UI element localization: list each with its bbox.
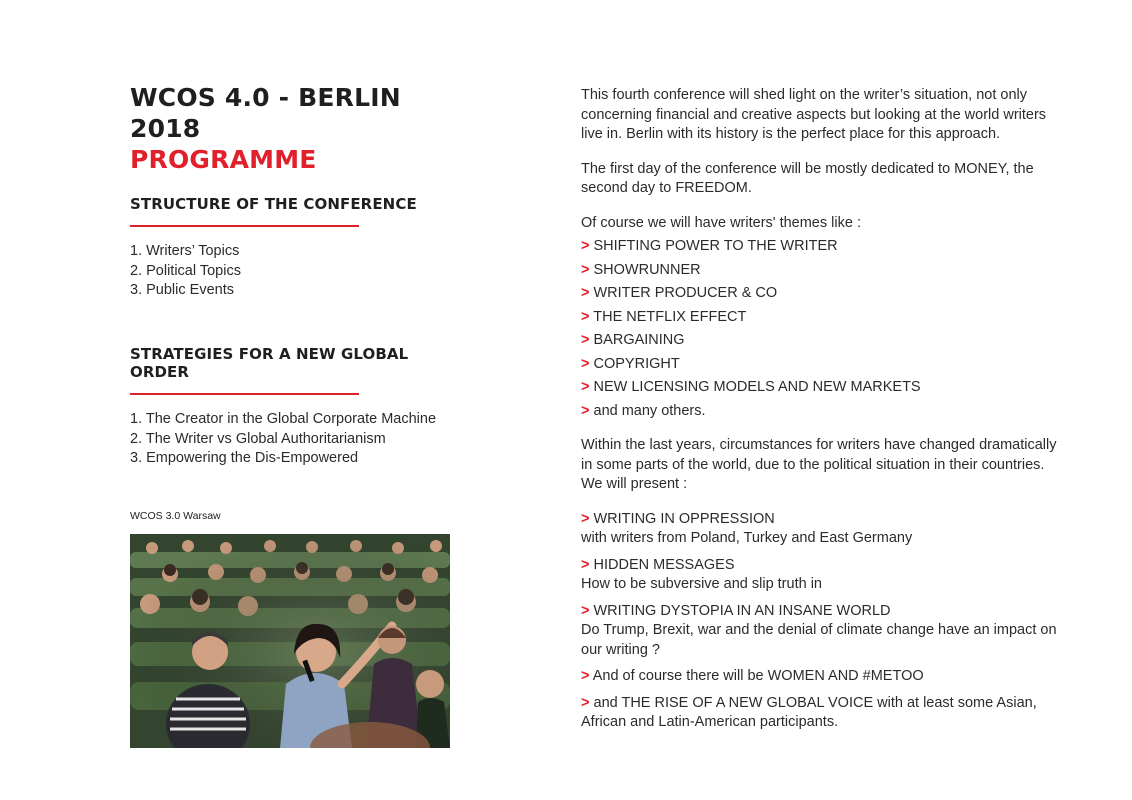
- structure-section: [130, 195, 470, 301]
- arrow-icon: >: [581, 379, 590, 395]
- arrow-icon: >: [581, 402, 590, 419]
- circumstances-paragraph: Within the last years, circumstances for writers have changed dramatically in some parts of the world, due to the political situation in their countries. We will present :: [581, 437, 1057, 492]
- strategies-section: [130, 345, 470, 469]
- strategies-rule: [130, 393, 359, 395]
- list-item: > COPYRIGHT: [581, 355, 680, 372]
- arrow-icon: >: [581, 668, 590, 684]
- list-item: 2. Political Topics: [130, 262, 241, 279]
- intro-paragraph: This fourth conference will shed light on the writer’s situation, not only concerning financial and creative aspects but looking at the world writers live in. Berlin with its history is the perfect place for this approach.: [581, 87, 1047, 142]
- list-item: > BARGAINING: [581, 332, 685, 348]
- list-item: > SHIFTING POWER TO THE WRITER: [581, 238, 838, 254]
- arrow-icon: >: [581, 308, 590, 325]
- list-item: 1. Writers’ Topics: [130, 243, 240, 259]
- strategies-list: [130, 410, 470, 469]
- arrow-icon: >: [581, 261, 590, 278]
- page-subtitle: PROGRAMME: [130, 145, 317, 174]
- arrow-icon: >: [581, 238, 590, 254]
- list-item: > SHOWRUNNER: [581, 261, 701, 278]
- list-item: > WRITER PRODUCER & CO: [581, 285, 778, 301]
- list-item: > NEW LICENSING MODELS AND NEW MARKETS: [581, 379, 921, 395]
- arrow-icon: >: [581, 355, 590, 372]
- list-item: > and many others.: [581, 402, 706, 419]
- conference-photo: [130, 534, 450, 748]
- list-item: > WRITING IN OPPRESSION with writers from Poland, Turkey and East Germany: [581, 510, 913, 546]
- list-item: 3. Empowering the Dis-Empowered: [130, 450, 359, 466]
- arrow-icon: >: [581, 285, 590, 301]
- body-column: [581, 86, 1061, 733]
- list-item: > THE NETFLIX EFFECT: [581, 308, 747, 325]
- strategies-heading: STRATEGIES FOR A NEW GLOBAL ORDER: [130, 345, 409, 381]
- photo-caption: WCOS 3.0 Warsaw: [130, 510, 221, 522]
- themes-list: [581, 237, 1061, 421]
- arrow-icon: >: [581, 510, 590, 527]
- arrow-icon: >: [581, 602, 590, 619]
- page-title: WCOS 4.0 - BERLIN 2018: [130, 83, 401, 143]
- audience-illustration: [130, 534, 450, 748]
- list-item: > HIDDEN MESSAGES How to be subversive and slip truth in: [581, 556, 822, 592]
- arrow-icon: >: [581, 332, 590, 348]
- themes-intro: Of course we will have writers' themes like :: [581, 214, 861, 231]
- list-item: 2. The Writer vs Global Authoritarianism: [130, 430, 386, 447]
- list-item: 1. The Creator in the Global Corporate Machine: [130, 411, 437, 427]
- days-paragraph: The first day of the conference will be mostly dedicated to MONEY, the second day to FREEDOM.: [581, 160, 1034, 196]
- structure-list: [130, 242, 470, 301]
- title-block: [130, 82, 470, 175]
- list-item: > and THE RISE OF A NEW GLOBAL VOICE with at least some Asian, African and Latin-American participants.: [581, 694, 1037, 730]
- list-item: > WRITING DYSTOPIA IN AN INSANE WORLD Do Trump, Brexit, war and the denial of climate change have an impact on our writing ?: [581, 602, 1057, 658]
- present-list: [581, 510, 1061, 733]
- structure-rule: [130, 225, 359, 227]
- arrow-icon: >: [581, 694, 590, 711]
- list-item: 3. Public Events: [130, 282, 234, 298]
- structure-heading: STRUCTURE OF THE CONFERENCE: [130, 195, 417, 213]
- arrow-icon: >: [581, 556, 590, 573]
- list-item: > And of course there will be WOMEN AND #METOO: [581, 668, 924, 684]
